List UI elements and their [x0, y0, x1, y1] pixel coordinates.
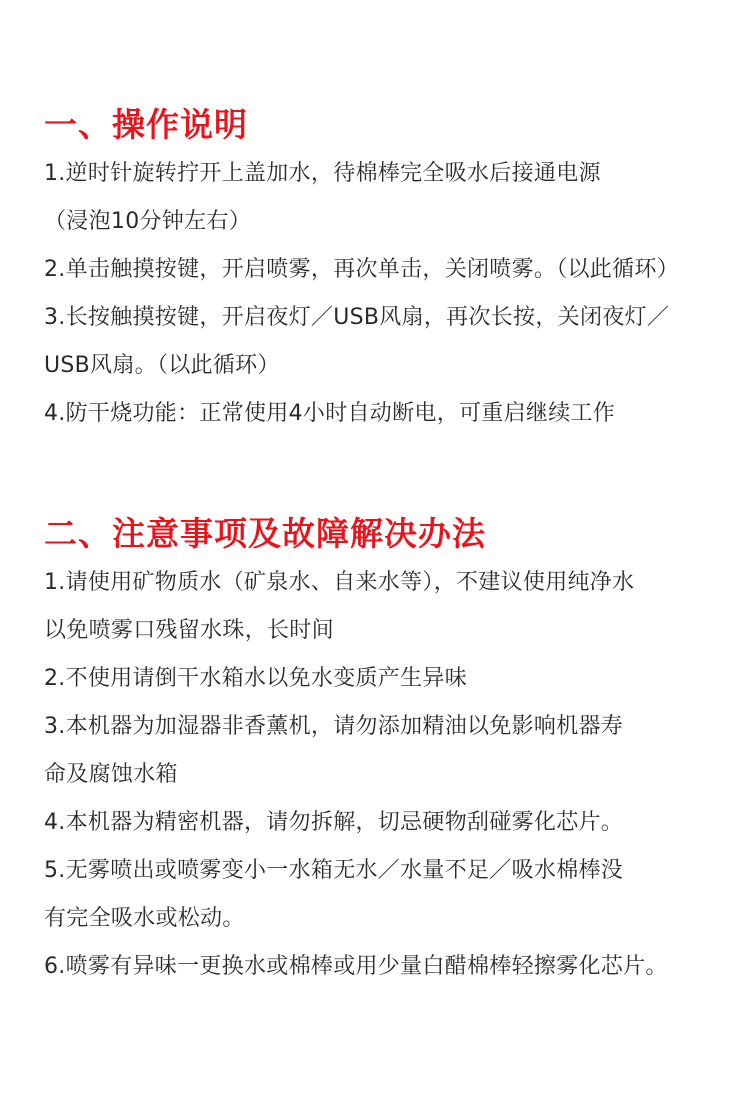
precautions-troubleshooting-section — [44, 512, 742, 991]
instruction-line: （浸泡10分钟左右） — [44, 209, 251, 234]
instruction-line: USB风扇。（以此循环） — [44, 353, 280, 378]
precaution-line: 命及腐蚀水箱 — [44, 762, 178, 787]
precaution-line: 6.喷雾有异味一更换水或棉棒或用少量白醋棉棒轻擦雾化芯片。 — [44, 954, 668, 979]
precaution-line: 4.本机器为精密机器，请勿拆解，切忌硬物刮碰雾化芯片。 — [44, 810, 624, 835]
instruction-line: 1.逆时针旋转拧开上盖加水，待棉棒完全吸水后接通电源 — [44, 161, 601, 186]
instruction-line: 4.防干烧功能：正常使用4小时自动断电，可重启继续工作 — [44, 401, 616, 426]
precaution-line: 以免喷雾口残留水珠，长时间 — [44, 618, 334, 643]
precaution-line: 2.不使用请倒干水箱水以免水变质产生异味 — [44, 666, 467, 691]
instruction-line: 2.单击触摸按键，开启喷雾，再次单击，关闭喷雾。（以此循环） — [44, 257, 679, 282]
operation-instructions-section — [44, 103, 742, 438]
precaution-line: 1.请使用矿物质水（矿泉水、自来水等），不建议使用纯净水 — [44, 570, 635, 595]
precaution-line: 3.本机器为加湿器非香薰机，请勿添加精油以免影响机器寿 — [44, 714, 624, 739]
section-title-precautions: 二、注意事项及故障解决办法 — [44, 514, 486, 553]
instruction-line: 3.长按触摸按键，开启夜灯／USB风扇，再次长按，关闭夜灯／ — [44, 305, 670, 330]
precaution-line: 5.无雾喷出或喷雾变小一水箱无水／水量不足／吸水棉棒没 — [44, 858, 624, 883]
section-title-operation: 一、操作说明 — [44, 105, 248, 144]
precaution-line: 有完全吸水或松动。 — [44, 906, 245, 931]
